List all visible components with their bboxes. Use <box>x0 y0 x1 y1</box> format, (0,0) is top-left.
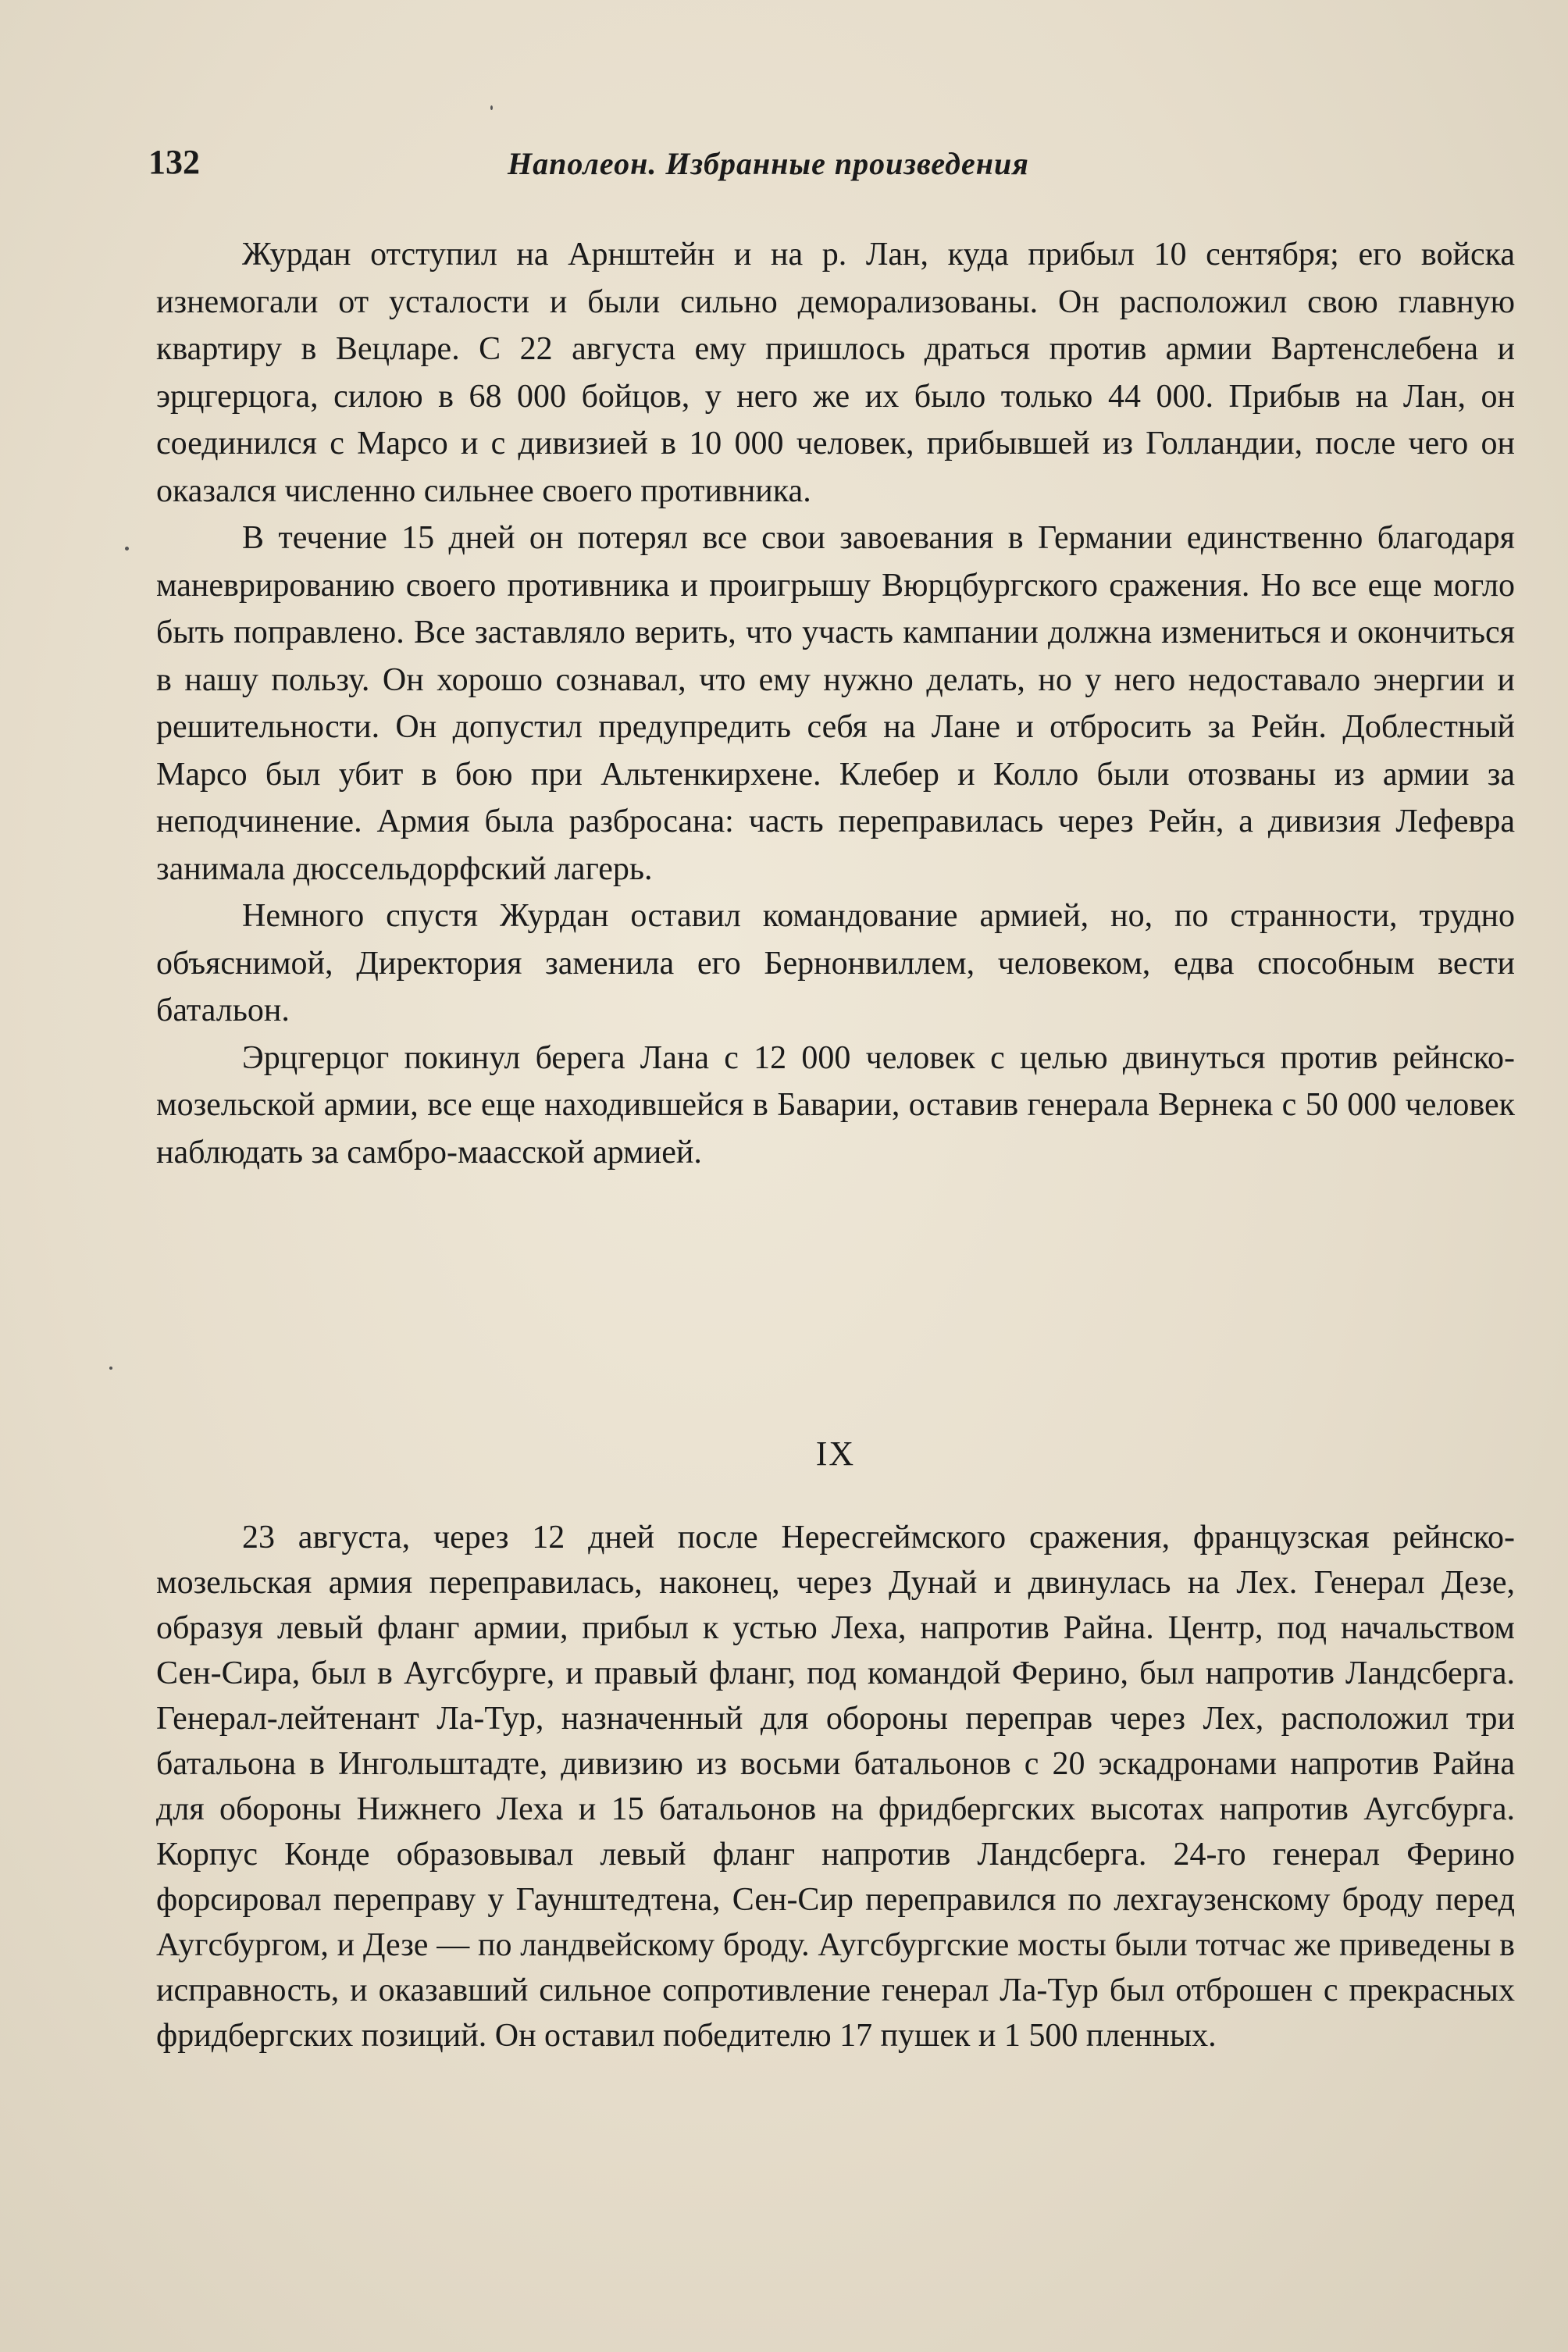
section-2-text <box>156 1515 1515 2058</box>
running-title: Наполеон. Избранные произведения <box>508 146 1029 181</box>
paragraph: Эрцгерцог покинул берега Лана с 12 000 человек с целью двинуться против рейнско-мозельской армии, все еще находившейся в Баварии, оставив генерала Вернека с 50 000 человек наблюдать за самбро-маасской армией. <box>156 1039 1515 1171</box>
paper-speck <box>490 105 493 110</box>
page-header <box>148 142 1507 189</box>
page-number: 132 <box>148 143 200 181</box>
paragraph: Немного спустя Журдан оставил командование армией, но, по странности, трудно объяснимой, Директория заменила его Бернонвиллем, человеком, едва способным вести батальон. <box>156 898 1515 1028</box>
section-heading: IX <box>815 1434 856 1473</box>
paragraph: 23 августа, через 12 дней после Нересгеймского сражения, французская рейнско-мозельская армия переправилась, наконец, через Дунай и двинулась на Лех. Генерал Дезе, образуя левый фланг армии, прибыл к устью Леха, напротив Райна. Центр, под начальством Сен-Сира, был в Аугсбурге, и правый фланг, под командой Ферино, был напротив Ландсберга. Генерал-лейтенант Ла-Тур, назначенный для обороны переправ через Лех, расположил три батальона в Ингольштадте, дивизию из восьми батальонов с 20 эскадронами напротив Райна для обороны Нижнего Леха и 15 батальонов на фридбергских высотах напротив Аугсбурга. Корпус Конде образовывал левый фланг напротив Ландсберга. 24-го генерал Ферино форсировал переправу у Гаунштедтена, Сен-Сир переправился по лехгаузенскому броду перед Аугсбургом, и Дезе — по ландвейскому броду. Аугсбургские мосты были тотчас же приведены в исправность, и оказавший сильное сопротивление генерал Ла-Тур был отброшен с прекрасных фридбергских позиций. Он оставил победителю 17 пушек и 1 500 пленных. <box>156 1520 1515 2054</box>
paragraph: В течение 15 дней он потерял все свои завоевания в Германии единственно благодаря маневрированию своего противника и проигрышу Вюрцбургского сражения. Но все еще могло быть поправлено. Все заставляло верить, что участь кампании должна измениться и окончиться в нашу пользу. Он хорошо сознавал, что ему нужно делать, но у него недоставало энергии и решительности. Он допустил предупредить себя на Лане и отбросить за Рейн. Доблестный Марсо был убит в бою при Альтенкирхене. Клебер и Колло были отозваны из армии за неподчинение. Армия была разбросана: часть переправилась через Рейн, а дивизия Лефевра занимала дюссельдорфский лагерь. <box>156 520 1515 887</box>
paper-speck <box>125 547 129 551</box>
paragraph: Журдан отступил на Арнштейн и на р. Лан, куда прибыл 10 сентября; его войска изнемогали от усталости и были сильно деморализованы. Он расположил свою главную квартиру в Вецларе. С 22 августа ему пришлось драться против армии Вартенслебена и эрцгерцога, силою в 68 000 бойцов, у него же их было только 44 000. Прибыв на Лан, он соединился с Марсо и с дивизией в 10 000 человек, прибывшей из Голландии, после чего он оказался численно сильнее своего противника. <box>156 237 1515 509</box>
section-1-text <box>156 231 1515 1176</box>
paper-speck <box>109 1367 112 1370</box>
